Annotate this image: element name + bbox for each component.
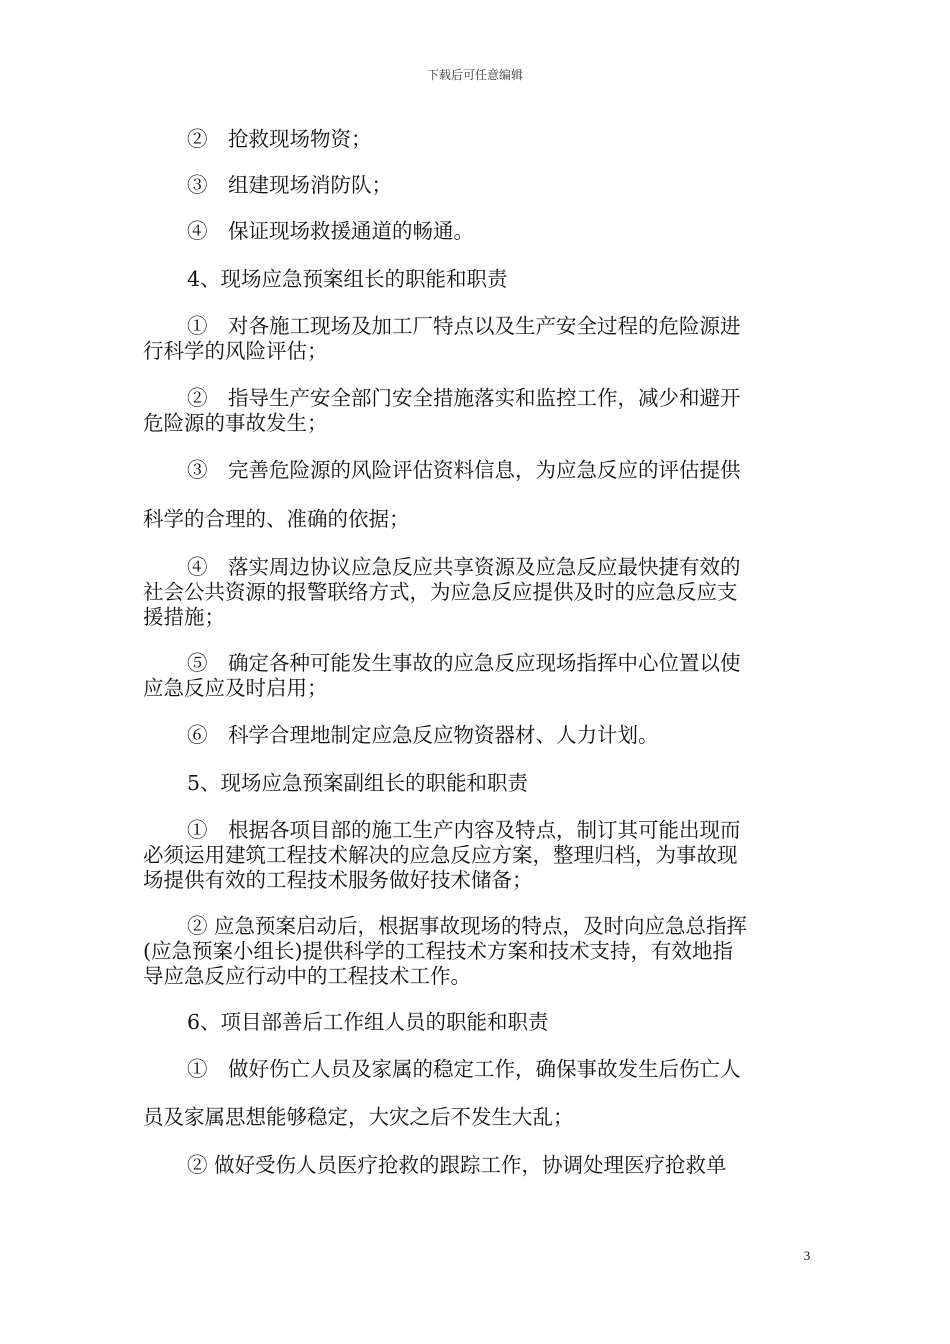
paragraph-line: (应急预案小组长)提供科学的工程技术方案和技术支持，有效地指: [143, 939, 733, 963]
paragraph: [143, 219, 807, 244]
paragraph-line: 援措施；: [143, 605, 225, 629]
paragraph-line: ② 应急预案启动后，根据事故现场的特点，及时向应急总指挥: [187, 914, 748, 938]
paragraph-line: ③ 组建现场消防队；: [187, 173, 392, 197]
section-heading: [143, 1010, 807, 1035]
paragraph: [143, 651, 807, 701]
paragraph: [143, 314, 807, 364]
paragraph-line: ② 指导生产安全部门安全措施落实和监控工作，减少和避开: [187, 386, 741, 410]
page-number: 3: [803, 1248, 811, 1263]
paragraph-line: 5、现场应急预案副组长的职能和职责: [187, 771, 529, 795]
paragraph-line: ④ 落实周边协议应急反应共享资源及应急反应最快捷有效的: [187, 555, 741, 579]
paragraph: [143, 458, 807, 483]
paragraph-line: ③ 完善危险源的风险评估资料信息，为应急反应的评估提供: [187, 458, 741, 482]
paragraph-line: 科学的合理的、准确的依据；: [143, 507, 410, 531]
paragraph-line: ⑤ 确定各种可能发生事故的应急反应现场指挥中心位置以使: [187, 651, 741, 675]
paragraph-line: ① 根据各项目部的施工生产内容及特点，制订其可能出现而: [187, 818, 741, 842]
section-heading: [143, 771, 807, 796]
paragraph-line: ⑥ 科学合理地制定应急反应物资器材、人力计划。: [187, 723, 659, 747]
section-heading: [143, 267, 807, 292]
paragraph: [143, 1105, 807, 1130]
paragraph: [143, 818, 807, 893]
paragraph-line: 4、现场应急预案组长的职能和职责: [187, 267, 508, 291]
paragraph-line: 危险源的事故发生；: [143, 411, 328, 435]
paragraph-line: 社会公共资源的报警联络方式，为应急反应提供及时的应急反应支: [143, 580, 738, 604]
paragraph: [143, 1153, 807, 1178]
paragraph: [143, 127, 807, 152]
paragraph-line: 场提供有效的工程技术服务做好技术储备；: [143, 868, 533, 892]
paragraph-line: 员及家属思想能够稳定，大灾之后不发生大乱；: [143, 1105, 574, 1129]
paragraph: [143, 1057, 807, 1082]
paragraph-line: 行科学的风险评估；: [143, 339, 328, 363]
page-header: 下载后可任意编辑: [426, 68, 523, 82]
paragraph-line: ② 做好受伤人员医疗抢救的跟踪工作，协调处理医疗抢救单: [187, 1153, 727, 1177]
paragraph-line: 导应急反应行动中的工程技术工作。: [143, 964, 471, 988]
paragraph-line: ④ 保证现场救援通道的畅通。: [187, 219, 474, 243]
paragraph: [143, 173, 807, 198]
paragraph: [143, 507, 807, 532]
paragraph-line: 6、项目部善后工作组人员的职能和职责: [187, 1010, 549, 1034]
paragraph: [143, 914, 807, 989]
paragraph: [143, 555, 807, 630]
paragraph-line: ② 抢救现场物资；: [187, 127, 372, 151]
paragraph-line: ① 做好伤亡人员及家属的稳定工作，确保事故发生后伤亡人: [187, 1057, 741, 1081]
paragraph-line: 应急反应及时启用；: [143, 676, 328, 700]
paragraph-line: 必须运用建筑工程技术解决的应急反应方案，整理归档，为事故现: [143, 843, 738, 867]
paragraph: [143, 723, 807, 748]
paragraph: [143, 386, 807, 436]
paragraph-line: ① 对各施工现场及加工厂特点以及生产安全过程的危险源进: [187, 314, 741, 338]
